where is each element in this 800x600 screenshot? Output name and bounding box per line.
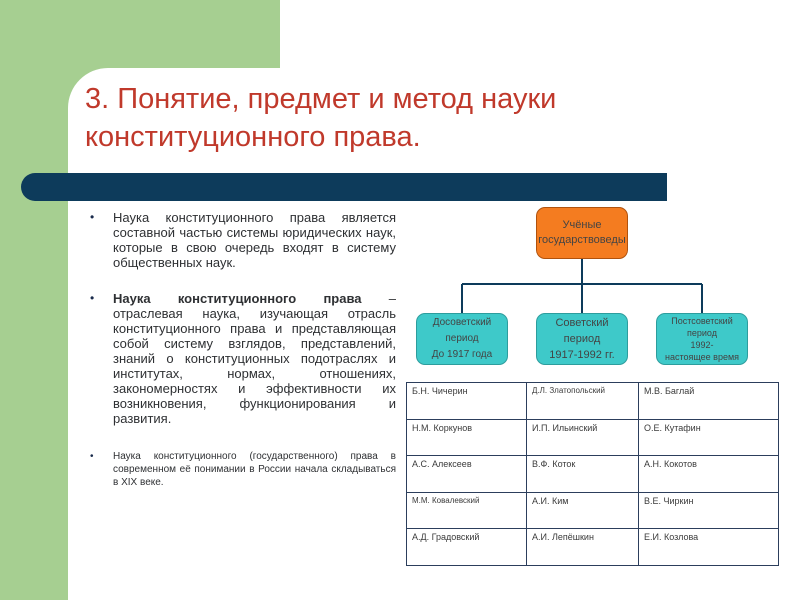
table-cell: Е.И. Козлова — [639, 529, 779, 566]
table-cell: О.Е. Кутафин — [639, 419, 779, 456]
table-cell: Б.Н. Чичерин — [407, 383, 527, 420]
table-row — [407, 419, 779, 456]
bullet-text-history: Наука конституционного (государственного) права в современном её понимании в России начала складываться в XIX веке. — [113, 451, 396, 488]
slide-title-line2: конституционного права. — [85, 121, 421, 153]
scholars-table — [406, 382, 779, 566]
diagram-node-soviet — [536, 313, 628, 365]
node-scholars-line1: Учёные — [562, 219, 602, 231]
diagram-node-scholars — [536, 207, 628, 259]
bullet-text-system: Наука конституционного права является составной частью системы юридических наук, которые в свою очередь входят в систему общественных наук. — [113, 210, 396, 270]
table-row — [407, 492, 779, 529]
table-cell: А.С. Алексеев — [407, 456, 527, 493]
bullet-text-definition: – отраслевая наука, изучающая отрасль конституционного права и представляющая собой систему взглядов, представлений, знаний о конституционных подотраслях и институтах, нормах, отношениях, закономерностях и эффективности их возникновения, функционирования и развития. — [113, 291, 396, 426]
table-cell: Д.Л. Златопольский — [527, 383, 639, 420]
table-cell: М.М. Ковалевский — [407, 492, 527, 529]
node-pre-soviet-line1: Досоветский — [432, 317, 492, 328]
table-cell: В.Ф. Коток — [527, 456, 639, 493]
table-row — [407, 529, 779, 566]
node-post-soviet-line2: период — [687, 328, 717, 338]
node-pre-soviet-line2: период — [445, 333, 479, 344]
table-cell: В.Е. Чиркин — [639, 492, 779, 529]
node-soviet-line2: период — [563, 333, 601, 345]
table-cell: М.В. Баглай — [639, 383, 779, 420]
node-pre-soviet-line3: До 1917 года — [431, 349, 493, 360]
node-soviet-line1: Советский — [555, 317, 609, 329]
table-row — [407, 383, 779, 420]
table-cell: Н.М. Коркунов — [407, 419, 527, 456]
diagram-node-post-soviet — [656, 313, 748, 365]
node-post-soviet-line4: настоящее время — [664, 352, 740, 362]
table-row — [407, 456, 779, 493]
table-cell: А.И. Лепёшкин — [527, 529, 639, 566]
bullet-term-bold: Наука конституционного права — [113, 291, 362, 306]
node-scholars-line2: государствоведы — [538, 234, 626, 246]
table-cell: А.Д. Градовский — [407, 529, 527, 566]
node-post-soviet-line1: Постсоветский — [671, 316, 733, 326]
table-cell: И.П. Ильинский — [527, 419, 639, 456]
slide-title-line1: 3. Понятие, предмет и метод науки — [85, 83, 557, 115]
diagram-node-pre-soviet — [416, 313, 508, 365]
table-cell: А.Н. Кокотов — [639, 456, 779, 493]
node-post-soviet-line3: 1992- — [690, 340, 714, 350]
node-soviet-line3: 1917-1992 гг. — [549, 349, 615, 361]
table-cell: А.И. Ким — [527, 492, 639, 529]
